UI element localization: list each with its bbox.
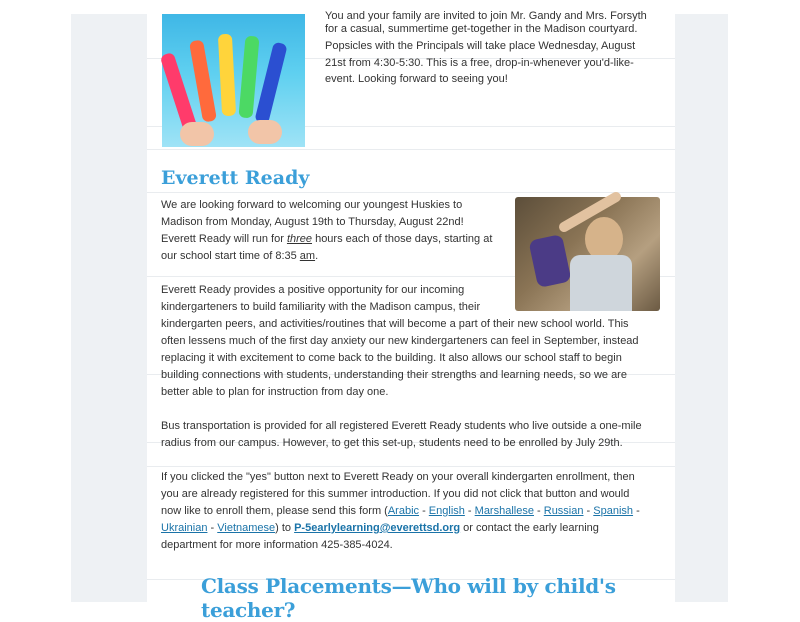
link-marshallese[interactable]: Marshallese bbox=[474, 505, 534, 517]
popsicles-text-line: for a casual, summertime get-together in the Madison courtyard. bbox=[325, 23, 638, 35]
popsicle bbox=[189, 39, 217, 122]
link-separator: - bbox=[533, 505, 544, 517]
paragraph-line: better able to plan for instruction from day one. bbox=[161, 386, 389, 398]
text-run: now like to enroll them, please send this form ( bbox=[161, 505, 388, 517]
paragraph-line: department for more information 425-385-4024. bbox=[161, 539, 393, 551]
popsicle bbox=[218, 34, 236, 117]
popsicles-text-line: event. Looking forward to seeing you! bbox=[325, 73, 508, 85]
link-arabic[interactable]: Arabic bbox=[387, 505, 420, 517]
paragraph-line: replacing it with excitement to come back to the building. It also allows our school staff to begin bbox=[161, 352, 622, 364]
popsicles-text-line: You and your family are invited to join Mr. Gandy and Mrs. Forsyth bbox=[325, 10, 647, 22]
backpack bbox=[528, 234, 571, 288]
paragraph-line: radius from our campus. However, to get this set-up, students need to be enrolled by July 29th. bbox=[161, 437, 623, 449]
link-separator: - bbox=[464, 505, 475, 517]
paragraph-line bbox=[161, 248, 318, 265]
newsletter-card bbox=[147, 10, 675, 622]
paragraph-line: often lessens much of the first day anxiety our new kindergarteners can feel in September, instead bbox=[161, 335, 639, 347]
divider bbox=[147, 149, 675, 150]
paragraph-line: kindergarten peers, and activities/routines that will become a part of their new school world. This bbox=[161, 318, 629, 330]
link-ukrainian[interactable]: Ukrainian bbox=[161, 522, 208, 534]
link-separator: - bbox=[419, 505, 429, 517]
popsicle bbox=[238, 36, 259, 119]
popsicle bbox=[254, 42, 287, 125]
link-separator: - bbox=[583, 505, 594, 517]
text-run: . bbox=[315, 250, 319, 262]
link-russian[interactable]: Russian bbox=[543, 505, 584, 517]
paragraph-line bbox=[161, 231, 492, 248]
paragraph-line bbox=[161, 503, 640, 520]
divider bbox=[147, 192, 675, 193]
link-separator: - bbox=[207, 522, 218, 534]
divider bbox=[147, 466, 675, 467]
emphasis-three: three bbox=[286, 233, 313, 245]
popsicles-image bbox=[162, 14, 305, 147]
paragraph-line: Bus transportation is provided for all registered Everett Ready students who live outside a one-mile bbox=[161, 420, 642, 432]
link-spanish[interactable]: Spanish bbox=[593, 505, 634, 517]
section-heading: Class Placements—Who will by child's teacher? bbox=[201, 574, 616, 622]
paragraph-line: building connections with students, understanding their strengths and learning needs, so we are bbox=[161, 369, 627, 381]
hand bbox=[248, 120, 282, 144]
text-run: Everett Ready will run for bbox=[161, 233, 287, 245]
text-run: hours each of those days, starting at bbox=[312, 233, 493, 245]
paragraph-line: Everett Ready provides a positive opportunity for our incoming bbox=[161, 284, 465, 296]
popsicles-text-line: 21st from 4:30-5:30. This is a free, drop-in-whenever you'd-like- bbox=[325, 57, 634, 69]
paragraph-line: We are looking forward to welcoming our youngest Huskies to bbox=[161, 199, 463, 211]
link-vietnamese[interactable]: Vietnamese bbox=[217, 522, 276, 534]
text-run: or contact the early learning bbox=[460, 522, 599, 534]
paragraph-line bbox=[161, 520, 599, 537]
text-run: our school start time of 8:35 bbox=[161, 250, 300, 262]
paragraph-line: Madison from Monday, August 19th to Thursday, August 22nd! bbox=[161, 216, 464, 228]
hand bbox=[180, 122, 214, 146]
text-run: ) to bbox=[275, 522, 295, 534]
link-english[interactable]: English bbox=[428, 505, 465, 517]
paragraph-line: you are already registered for this summer introduction. If you did not click that button and would bbox=[161, 488, 630, 500]
section-heading: Everett Ready bbox=[161, 167, 310, 189]
child-photo bbox=[515, 197, 660, 311]
paragraph-line: If you clicked the "yes" button next to Everett Ready on your overall kindergarten enrollment, then bbox=[161, 471, 635, 483]
link-email[interactable]: P-5earlylearning@everettsd.org bbox=[294, 522, 461, 534]
popsicles-text-line: Popsicles with the Principals will take place Wednesday, August bbox=[325, 40, 636, 52]
link-separator: - bbox=[633, 505, 640, 517]
child-body bbox=[570, 255, 632, 311]
underlined-am: am bbox=[299, 250, 316, 262]
paragraph-line: kindergarteners to build familiarity with the Madison campus, their bbox=[161, 301, 481, 313]
